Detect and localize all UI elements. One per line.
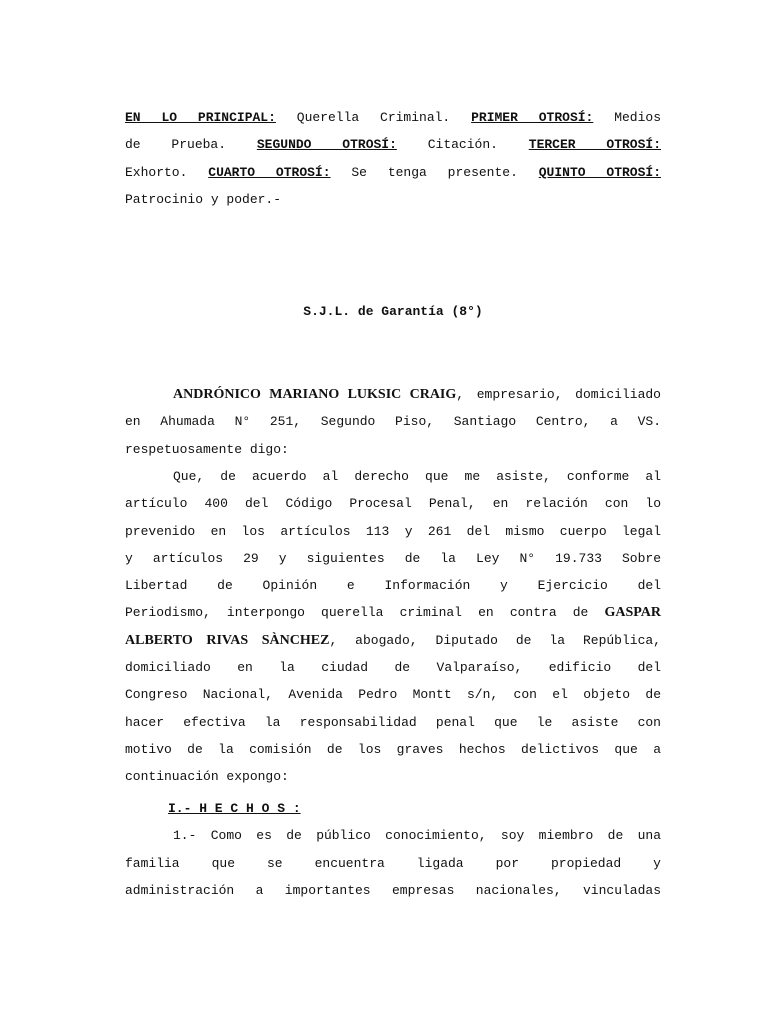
body-line-8: domiciliado en la ciudad de Valparaíso, edificio del — [125, 660, 661, 676]
sumilla-line-1: EN LO PRINCIPAL: Querella Criminal. PRIMER OTROSÍ: Medios — [125, 110, 662, 125]
body-line-12: continuación expongo: — [125, 769, 289, 785]
body-line-5: Libertad de Opinión e Información y Ejercicio del — [125, 578, 661, 594]
body-line-3: prevenido en los artículos 113 y 261 del mismo cuerpo legal — [125, 523, 661, 539]
section-hechos — [125, 795, 661, 904]
body-line-10: hacer efectiva la responsabilidad penal que le asiste con — [125, 714, 661, 730]
body-line-7: ALBERTO RIVAS SÀNCHEZ, abogado, Diputado de la República, — [125, 632, 661, 648]
body-line-11: motivo de la comisión de los graves hechos delictivos que a — [125, 741, 661, 757]
sumilla — [125, 104, 661, 213]
sumilla-line-4: Patrocinio y poder.- — [125, 191, 282, 207]
section-line-2: familia que se encuentra ligada por propiedad y — [125, 855, 661, 871]
section-line-1: 1.- Como es de público conocimiento, soy miembro de una — [173, 828, 661, 844]
body-line-1: Que, de acuerdo al derecho que me asiste, conforme al — [173, 469, 661, 484]
sumilla-line-3: Exhorto. CUARTO OTROSÍ: Se tenga presente. QUINTO OTROSÍ: — [125, 164, 662, 180]
court-heading: S.J.L. de Garantía (8°) — [303, 304, 483, 319]
intro-line-3: respetuosamente digo: — [125, 441, 289, 457]
court-heading-block — [125, 298, 661, 325]
intro-line-2: en Ahumada N° 251, Segundo Piso, Santiago Centro, a VS. — [125, 414, 661, 430]
body-line-4: y artículos 29 y siguientes de la Ley N° 19.733 Sobre — [125, 550, 661, 566]
body-line-2: artículo 400 del Código Procesal Penal, en relación con lo — [125, 496, 661, 512]
intro-paragraph — [125, 381, 661, 463]
intro-line-1: ANDRÓNICO MARIANO LUKSIC CRAIG, empresario, domiciliado — [173, 387, 661, 402]
section-line-3: administración a importantes empresas nacionales, vinculadas — [125, 882, 661, 898]
section-heading: I.- H E C H O S : — [168, 801, 301, 816]
sumilla-line-2: de Prueba. SEGUNDO OTROSÍ: Citación. TERCER OTROSÍ: — [125, 137, 661, 153]
body-line-9: Congreso Nacional, Avenida Pedro Montt s/n, con el objeto de — [125, 687, 661, 703]
body-paragraph — [125, 463, 661, 791]
body-line-6: Periodismo, interpongo querella criminal en contra de GASPAR — [125, 605, 661, 621]
